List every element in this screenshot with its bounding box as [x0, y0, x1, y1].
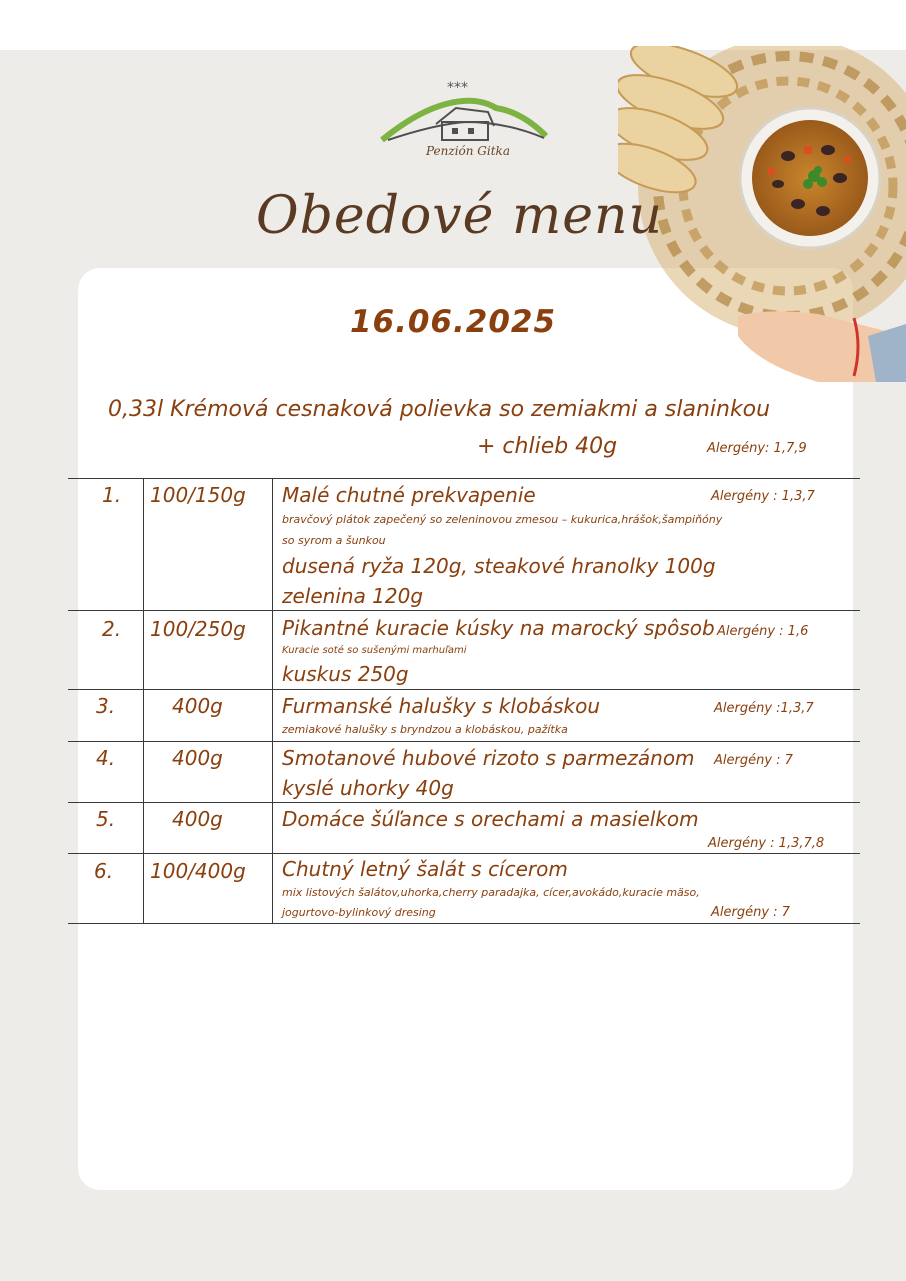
dish-side: kyslé uhorky 40g: [282, 776, 454, 800]
dish-weight: 100/150g: [150, 483, 246, 507]
table-line: [68, 802, 860, 803]
dish-name: Malé chutné prekvapenie: [282, 483, 536, 507]
dish-name: Smotanové hubové rizoto s parmezánom: [282, 746, 695, 770]
dish-side: zelenina 120g: [282, 584, 424, 608]
dish-number: 6.: [94, 859, 114, 883]
soup-bread: + chlieb 40g: [477, 434, 618, 459]
dish-weight: 400g: [172, 694, 223, 718]
logo-text: Penzión Gitka: [426, 144, 510, 158]
dish-allergens: Alergény : 1,6: [717, 624, 809, 639]
menu-date: 16.06.2025: [349, 304, 557, 340]
dish-name: Domáce šúľance s orechami a masielkom: [282, 807, 699, 831]
table-line: [68, 610, 860, 611]
dish-description: bravčový plátok zapečený so zeleninovou zmesou – kukurica,hrášok,šampiňóny: [282, 513, 723, 526]
dish-number: 1.: [102, 483, 122, 507]
dish-weight: 100/250g: [150, 617, 246, 641]
table-line: [68, 478, 860, 479]
soup-line: 0,33l Krémová cesnaková polievka so zemiakmi a slaninkou: [108, 397, 771, 422]
dish-description: so syrom a šunkou: [282, 534, 386, 547]
dish-name: Chutný letný šalát s cícerom: [282, 857, 568, 881]
table-column-divider: [272, 478, 273, 924]
dish-side: dusená ryža 120g, steakové hranolky 100g: [282, 554, 716, 578]
table-line: [68, 853, 860, 854]
dish-description: jogurtovo-bylinkový dresing: [282, 906, 436, 919]
table-line: [68, 923, 860, 924]
dish-number: 2.: [102, 617, 122, 641]
table-column-divider: [143, 478, 144, 924]
dish-side: kuskus 250g: [282, 662, 409, 686]
dish-allergens: Alergény :1,3,7: [714, 701, 814, 716]
dish-allergens: Alergény : 7: [714, 753, 793, 768]
dish-allergens: Alergény : 7: [711, 905, 790, 920]
menu-heading: Obedové menu: [256, 186, 664, 246]
soup-allergens: Alergény: 1,7,9: [707, 441, 807, 456]
dish-weight: 100/400g: [150, 859, 246, 883]
dish-weight: 400g: [172, 807, 223, 831]
dish-allergens: Alergény : 1,3,7,8: [708, 836, 825, 851]
rating-stars: ***: [447, 80, 468, 96]
dish-number: 3.: [96, 694, 116, 718]
dish-name: Furmanské halušky s klobáskou: [282, 694, 601, 718]
table-line: [68, 689, 860, 690]
dish-number: 4.: [96, 746, 116, 770]
dish-description: Kuracie soté so sušenými marhuľami: [282, 645, 467, 656]
dish-weight: 400g: [172, 746, 223, 770]
dish-description: zemiakové halušky s bryndzou a klobáskou, pažítka: [282, 723, 568, 736]
dish-allergens: Alergény : 1,3,7: [711, 489, 815, 504]
dish-number: 5.: [96, 807, 116, 831]
dish-name: Pikantné kuracie kúsky na marocký spôsob: [282, 616, 715, 640]
table-line: [68, 741, 860, 742]
dish-description: mix listových šalátov,uhorka,cherry paradajka, cícer,avokádo,kuracie mäso,: [282, 886, 700, 899]
